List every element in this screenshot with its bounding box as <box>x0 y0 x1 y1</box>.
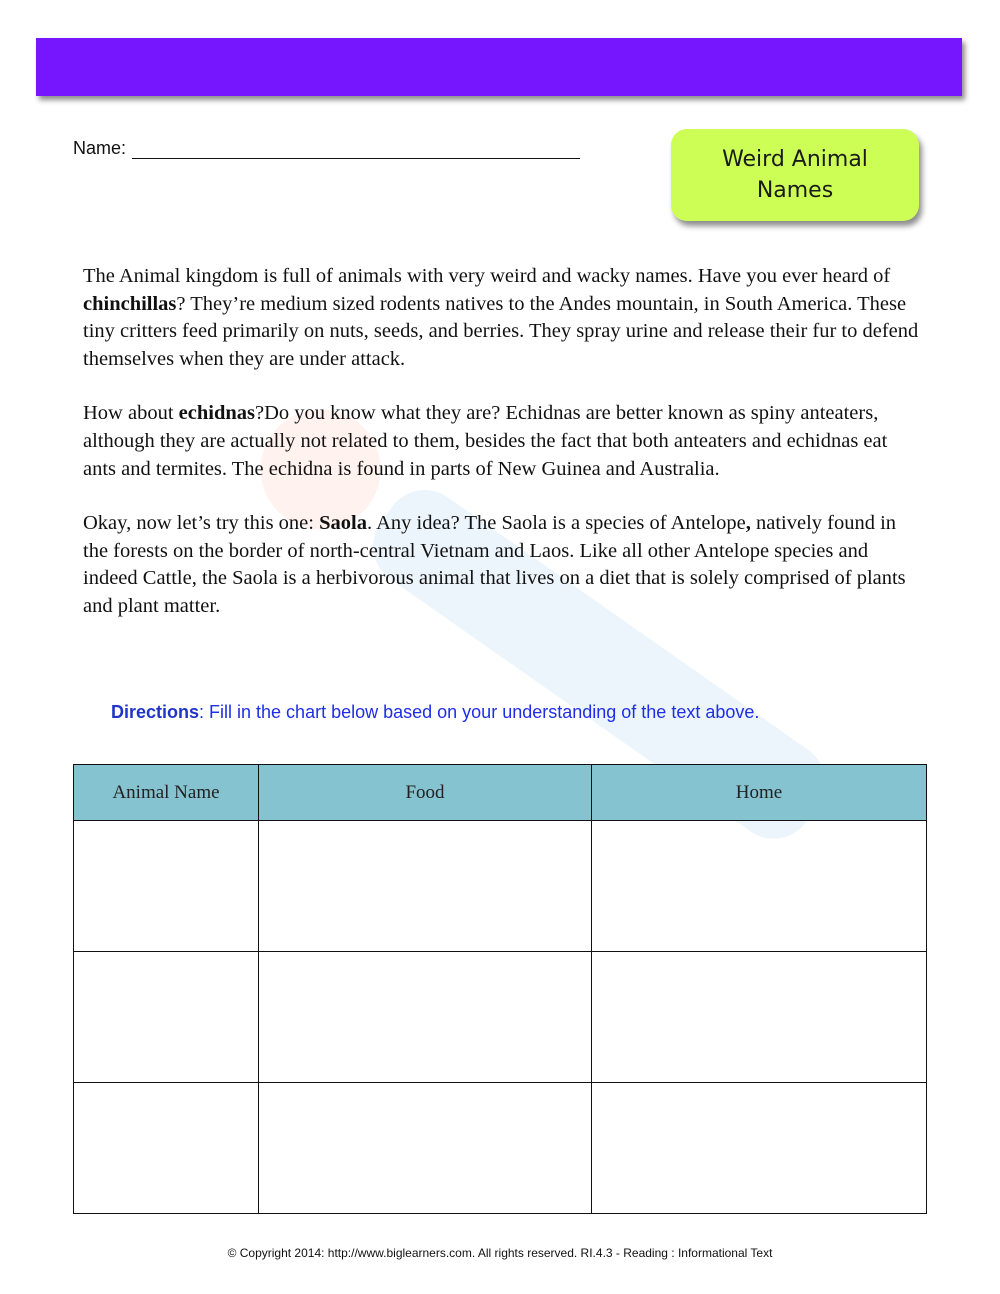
term-chinchillas: chinchillas <box>83 292 177 315</box>
p3-bold-comma: , <box>745 512 751 535</box>
cell-home[interactable] <box>592 821 927 952</box>
copyright-footer: © Copyright 2014: http://www.biglearners.com. All rights reserved. RI.4.3 - Reading : Informational Text <box>227 1246 773 1260</box>
p3-text-start: Okay, now let’s try this one: <box>83 512 320 535</box>
term-saola: Saola <box>319 512 367 535</box>
worksheet-title: Weird Animal Names <box>722 147 868 203</box>
cell-animal-name[interactable] <box>74 1083 259 1214</box>
header-animal-name: Animal Name <box>74 765 259 821</box>
name-label: Name: <box>73 138 127 158</box>
p2-text-end: ?Do you know what they are? Echidnas are better known as spiny anteaters, although they are actually not related to them, besides the fact that both anteaters and echidnas eat ants and termites. The echidna is found in parts of New Guinea and Australia. <box>83 402 888 480</box>
cell-home[interactable] <box>592 1083 927 1214</box>
table-row <box>74 952 927 1083</box>
answer-chart <box>73 764 927 1214</box>
cell-food[interactable] <box>259 952 592 1083</box>
paragraph-echidnas <box>83 400 923 483</box>
header-food: Food <box>259 765 592 821</box>
chart-header-row <box>74 765 927 821</box>
reading-passage <box>83 263 923 648</box>
name-field[interactable] <box>73 138 580 159</box>
term-echidnas: echidnas <box>178 402 255 425</box>
cell-home[interactable] <box>592 952 927 1083</box>
p3-text-end: natively found in the forests on the border of north-central Vietnam and Laos. Like all other Antelope species and indeed Cattle, the Saola is a herbivorous animal that lives on a diet that is solely comprised of plants and plant matter. <box>83 512 906 617</box>
header-home: Home <box>592 765 927 821</box>
directions <box>111 702 931 723</box>
p2-text-start: How about <box>83 402 179 425</box>
cell-food[interactable] <box>259 821 592 952</box>
cell-animal-name[interactable] <box>74 952 259 1083</box>
p3-text-middle: . Any idea? The Saola is a species of Antelope <box>366 512 746 535</box>
table-row <box>74 1083 927 1214</box>
cell-food[interactable] <box>259 1083 592 1214</box>
paragraph-chinchillas <box>83 263 923 373</box>
top-color-band <box>36 38 962 96</box>
paragraph-saola <box>83 510 923 620</box>
directions-text: : Fill in the chart below based on your understanding of the text above. <box>199 702 760 722</box>
directions-label: Directions <box>111 702 200 722</box>
table-row <box>74 821 927 952</box>
p1-text-end: ? They’re medium sized rodents natives to the Andes mountain, in South America. These tiny critters feed primarily on nuts, seeds, and berries. They spray urine and release their fur to defend themselves when they are under attack. <box>83 292 919 370</box>
name-underline[interactable] <box>132 140 580 159</box>
cell-animal-name[interactable] <box>74 821 259 952</box>
title-badge <box>671 129 919 221</box>
p1-text-start: The Animal kingdom is full of animals with very weird and wacky names. Have you ever heard of <box>83 265 891 287</box>
